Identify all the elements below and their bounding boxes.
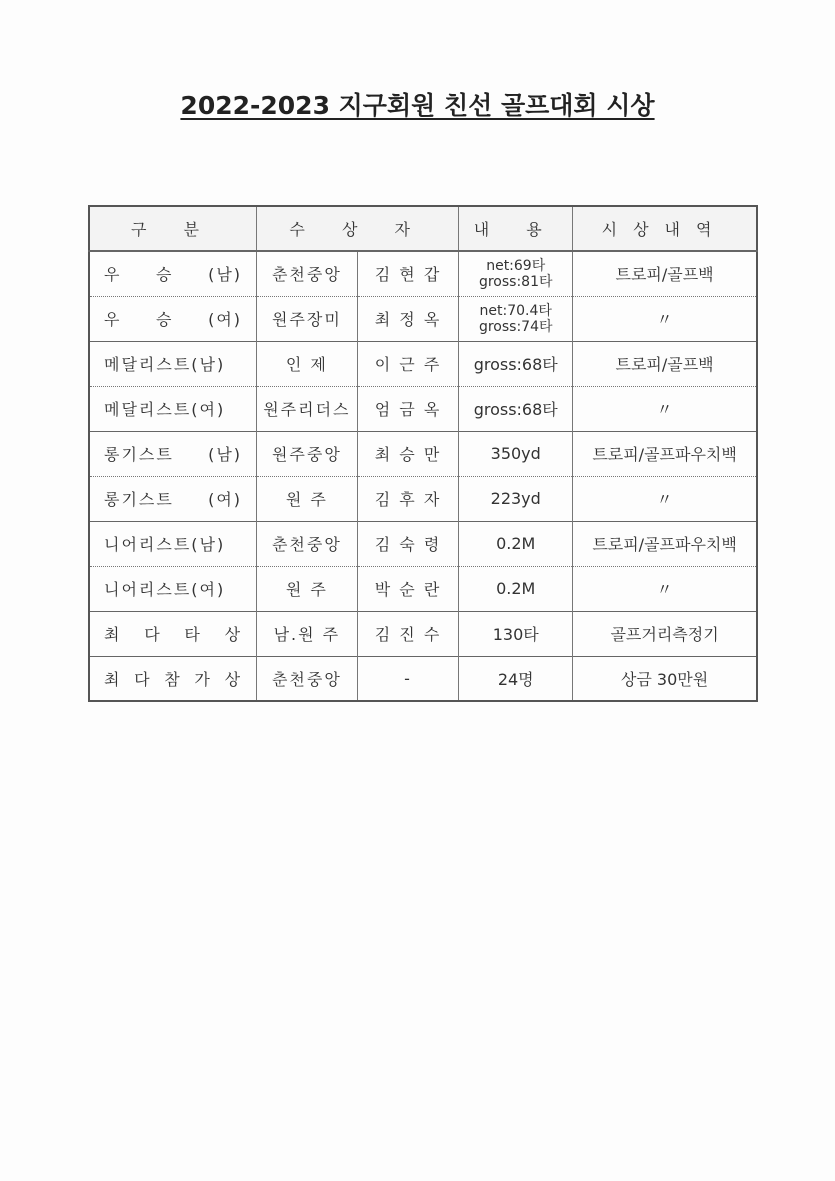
page-title: [0, 86, 835, 122]
table-row: [89, 431, 757, 476]
cell-club: 춘천중앙: [257, 521, 358, 566]
table-row: [89, 386, 757, 431]
cell-prize: 〃: [573, 296, 757, 341]
cell-club: 인 제: [257, 341, 358, 386]
cell-club: 춘천중앙: [257, 656, 358, 701]
table-row: [89, 476, 757, 521]
title-text: 2022-2023 지구회원 친선 골프대회 시상: [180, 91, 655, 120]
cell-prize: 트로피/골프파우치백: [573, 431, 757, 476]
cell-category: 우 승 (남): [89, 251, 257, 296]
cell-name: 김 진 수: [357, 611, 459, 656]
cell-content: net:70.4타 gross:74타: [459, 296, 573, 341]
table-row: [89, 296, 757, 341]
table-row: [89, 521, 757, 566]
cell-club: 원 주: [257, 476, 358, 521]
cell-category: 메달리스트(여): [89, 386, 257, 431]
cell-category: 메달리스트(남): [89, 341, 257, 386]
cell-name: -: [357, 656, 459, 701]
cell-name: 엄 금 옥: [357, 386, 459, 431]
header-winner: 수 상 자: [257, 206, 459, 251]
table-row: [89, 656, 757, 701]
table-row: [89, 341, 757, 386]
cell-category: 우 승 (여): [89, 296, 257, 341]
cell-prize: 골프거리측정기: [573, 611, 757, 656]
cell-club: 원 주: [257, 566, 358, 611]
awards-table: [88, 205, 758, 702]
cell-club: 남.원 주: [257, 611, 358, 656]
cell-category: 니어리스트(여): [89, 566, 257, 611]
cell-name: 김 현 갑: [357, 251, 459, 296]
cell-club: 춘천중앙: [257, 251, 358, 296]
table-header: [89, 206, 757, 251]
cell-content: gross:68타: [459, 341, 573, 386]
table-row: [89, 611, 757, 656]
header-category: 구 분: [89, 206, 257, 251]
cell-content: 130타: [459, 611, 573, 656]
cell-club: 원주중앙: [257, 431, 358, 476]
cell-name: 김 후 자: [357, 476, 459, 521]
cell-content: 0.2M: [459, 566, 573, 611]
cell-name: 이 근 주: [357, 341, 459, 386]
cell-prize: 〃: [573, 566, 757, 611]
cell-category: 롱기스트 (남): [89, 431, 257, 476]
cell-category: 니어리스트(남): [89, 521, 257, 566]
cell-prize: 트로피/골프파우치백: [573, 521, 757, 566]
header-content: 내 용: [459, 206, 573, 251]
cell-prize: 트로피/골프백: [573, 251, 757, 296]
cell-content: 0.2M: [459, 521, 573, 566]
cell-category: 최 다 타 상: [89, 611, 257, 656]
cell-category: 최 다 참 가 상: [89, 656, 257, 701]
cell-prize: 〃: [573, 386, 757, 431]
cell-content: 24명: [459, 656, 573, 701]
cell-name: 박 순 란: [357, 566, 459, 611]
cell-content: gross:68타: [459, 386, 573, 431]
cell-prize: 트로피/골프백: [573, 341, 757, 386]
cell-category: 롱기스트 (여): [89, 476, 257, 521]
cell-club: 원주리더스: [257, 386, 358, 431]
table-row: [89, 566, 757, 611]
cell-content: 223yd: [459, 476, 573, 521]
cell-name: 최 정 옥: [357, 296, 459, 341]
header-prize: 시상내역: [573, 206, 757, 251]
cell-name: 김 숙 령: [357, 521, 459, 566]
cell-prize: 〃: [573, 476, 757, 521]
cell-club: 원주장미: [257, 296, 358, 341]
cell-content: 350yd: [459, 431, 573, 476]
cell-content: net:69타 gross:81타: [459, 251, 573, 296]
table-row: [89, 251, 757, 296]
cell-name: 최 승 만: [357, 431, 459, 476]
cell-prize: 상금 30만원: [573, 656, 757, 701]
